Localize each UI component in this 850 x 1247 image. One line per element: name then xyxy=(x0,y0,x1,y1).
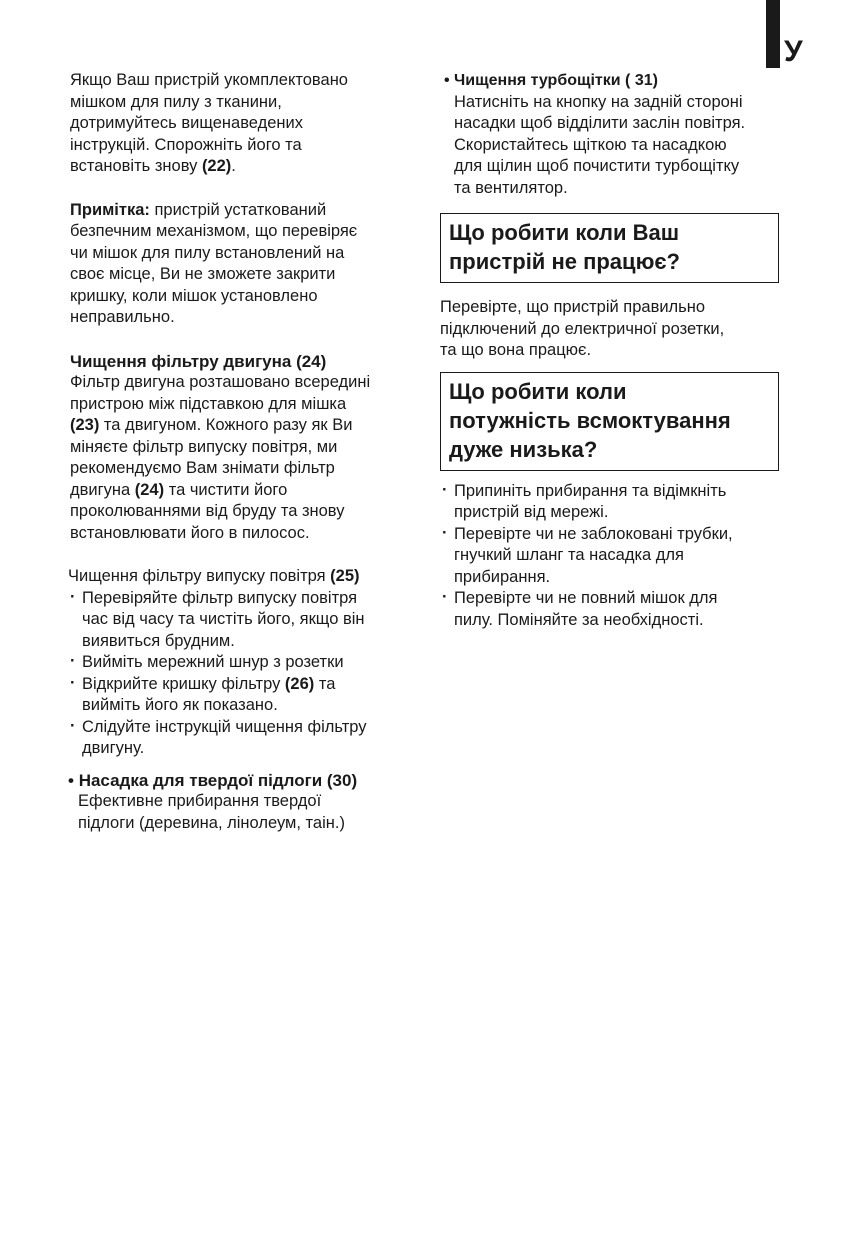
list-item: · Відкрийте кришку фільтру (26) та вийміть його як показано. xyxy=(68,674,415,717)
low-suction-heading-box: Що робити коли потужність всмоктування дуже низька? xyxy=(440,372,779,471)
note-label: Примітка: xyxy=(70,200,150,219)
not-working-paragraph: Перевірте, що пристрій правильно підключений до електричної розетки, та що вона працює. xyxy=(440,298,725,359)
exhaust-filter-list xyxy=(68,588,415,760)
list-item: · Вийміть мережний шнур з розетки xyxy=(68,652,415,674)
list-item: · Слідуйте інструкцій чищення фільтру двигуну. xyxy=(68,717,415,760)
not-working-heading-box: Що робити коли Ваш пристрій не працює? xyxy=(440,213,779,283)
motor-filter-section: Чищення фільтру двигуна (24) Фільтр двигуна розташовано всередині пристрою між підставкою для мішка (23) та двигуном. Кожного разу як Ви міняєте фільтр випуску повітря, ми рекомендуємо Вам знімати фільтр двигуна (24) та чистити його проколюваннями від бруду та знову встановлювати його в пилосос. xyxy=(70,351,415,545)
language-tab-letter: У xyxy=(784,35,803,68)
hard-floor-heading: • Насадка для твердої підлоги (30) xyxy=(68,770,415,792)
low-suction-list xyxy=(440,481,785,632)
list-item: · Перевіряйте фільтр випуску повітря час від часу та чистіть його, якщо він виявиться брудним. xyxy=(68,588,415,653)
hard-floor-section: • Насадка для твердої підлоги (30) Ефективне прибирання твердої підлоги (деревина, лінолеум, таін.) xyxy=(68,770,415,835)
exhaust-filter-heading: Чищення фільтру випуску повітря (25) xyxy=(68,567,360,585)
left-column xyxy=(70,70,415,834)
turbo-brush-section: • Чищення турбощітки ( 31) Натисніть на кнопку на задній стороні насадки щоб відділити заслін повітря. Скористайтесь щіткою та насадкою для щілин щоб почистити турбощітку та вентилятор. xyxy=(444,70,785,199)
turbo-brush-heading: • Чищення турбощітки ( 31) xyxy=(444,70,785,92)
list-item: · Припиніть прибирання та відімкніть пристрій від мережі. xyxy=(440,481,785,524)
right-column xyxy=(440,70,785,631)
list-item: · Перевірте чи не повний мішок для пилу. Поміняйте за необхідності. xyxy=(440,588,785,631)
motor-filter-heading: Чищення фільтру двигуна (24) xyxy=(70,351,327,371)
list-item: · Перевірте чи не заблоковані трубки, гнучкий шланг та насадка для прибирання. xyxy=(440,524,785,589)
note-paragraph: Примітка: пристрій устаткований безпечним механізмом, що перевіряє чи мішок для пилу встановлений на своє місце, Ви не зможете закрити кришку, коли мішок установлено неправильно. xyxy=(70,200,358,326)
intro-paragraph: Якщо Ваш пристрій укомплектовано мішком для пилу з тканини, дотримуйтесь вищенаведених інструкцій. Спорожніть його та встановіть знову (22). xyxy=(70,71,348,175)
language-tab-bar xyxy=(766,0,780,68)
exhaust-filter-section xyxy=(68,566,415,760)
